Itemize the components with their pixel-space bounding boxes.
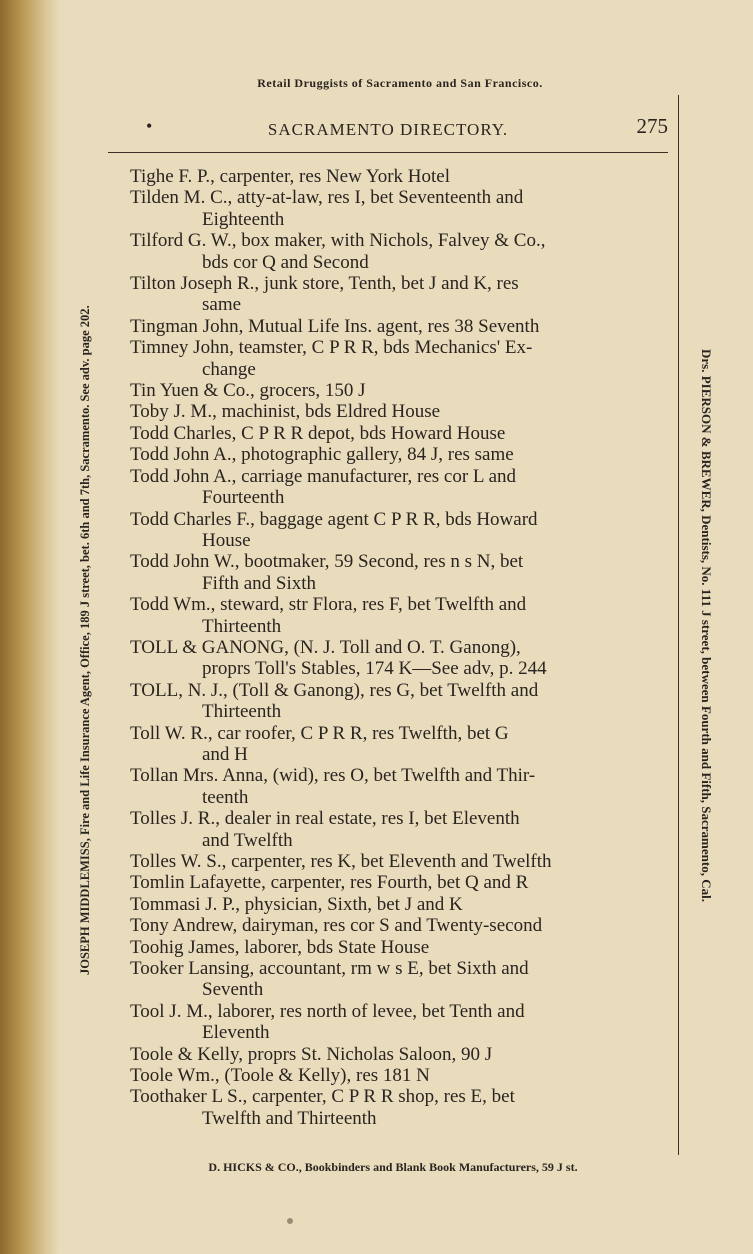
directory-entry	[130, 894, 660, 915]
top-advertisement-banner: Retail Druggists of Sacramento and San Francisco.	[257, 76, 543, 90]
entry-first-line: Toole & Kelly, proprs St. Nicholas Saloon, 90 J	[130, 1043, 493, 1065]
entry-continuation: proprs Toll's Stables, 174 K—See adv, p. 244	[202, 658, 547, 680]
directory-entry	[130, 872, 660, 893]
entry-first-line: Tilford G. W., box maker, with Nichols, Falvey & Co.,	[130, 230, 546, 252]
entry-first-line: Tommasi J. P., physician, Sixth, bet J and K	[130, 893, 463, 915]
entry-first-line: Todd John W., bootmaker, 59 Second, res n s N, bet	[130, 551, 524, 573]
directory-entry	[130, 808, 660, 851]
entry-continuation: bds cor Q and Second	[202, 251, 369, 273]
directory-entries	[130, 166, 660, 1129]
book-spine-shadow	[0, 0, 60, 1254]
directory-entry	[130, 1065, 660, 1086]
paper-smudge	[287, 1218, 293, 1224]
entry-first-line: Tingman John, Mutual Life Ins. agent, res 38 Seventh	[130, 315, 540, 337]
entry-first-line: Todd Charles, C P R R depot, bds Howard House	[130, 422, 506, 444]
directory-entry	[130, 187, 660, 230]
entry-first-line: TOLL, N. J., (Toll & Ganong), res G, bet Twelfth and	[130, 679, 539, 701]
entry-continuation: and H	[202, 743, 248, 765]
directory-entry	[130, 466, 660, 509]
directory-entry	[130, 915, 660, 936]
bottom-advertisement-banner: D. HICKS & CO., Bookbinders and Blank Book Manufacturers, 59 J st.	[208, 1160, 578, 1174]
directory-entry	[130, 1001, 660, 1044]
directory-entry	[130, 401, 660, 422]
entry-first-line: Tool J. M., laborer, res north of levee, bet Tenth and	[130, 1000, 525, 1022]
directory-entry	[130, 958, 660, 1001]
directory-entry	[130, 637, 660, 680]
entry-first-line: Tollan Mrs. Anna, (wid), res O, bet Twelfth and Thir-	[130, 765, 536, 787]
entry-first-line: Tolles W. S., carpenter, res K, bet Eleventh and Twelfth	[130, 851, 552, 872]
entry-first-line: Toll W. R., car roofer, C P R R, res Twelfth, bet G	[130, 722, 509, 744]
entry-continuation: Seventh	[202, 979, 264, 1001]
right-margin-advertisement: Drs. PIERSON & BREWER, Dentists, No. 111 J street, between Fourth and Fifth, Sacramento, Cal.	[699, 348, 714, 902]
entry-first-line: Toby J. M., machinist, bds Eldred House	[130, 401, 441, 423]
entry-first-line: Timney John, teamster, C P R R, bds Mechanics' Ex-	[130, 337, 533, 359]
entry-continuation: and Twelfth	[202, 829, 293, 851]
entry-first-line: Tilden M. C., atty-at-law, res I, bet Seventeenth and	[130, 187, 524, 209]
entry-first-line: Tilton Joseph R., junk store, Tenth, bet J and K, res	[130, 273, 519, 295]
directory-entry	[130, 337, 660, 380]
entry-continuation: House	[202, 529, 251, 551]
header-bullet: •	[146, 116, 153, 136]
directory-entry	[130, 1044, 660, 1065]
directory-entry	[130, 680, 660, 723]
directory-entry	[130, 230, 660, 273]
entry-first-line: Tolles J. R., dealer in real estate, res I, bet Eleventh	[130, 808, 520, 830]
entry-continuation: same	[202, 294, 242, 316]
page-header	[108, 112, 668, 153]
entry-first-line: Tomlin Lafayette, carpenter, res Fourth, bet Q and R	[130, 872, 529, 894]
directory-entry	[130, 444, 660, 465]
directory-entry	[130, 316, 660, 337]
directory-entry	[130, 723, 660, 766]
entry-first-line: Toothaker L S., carpenter, C P R R shop, res E, bet	[130, 1086, 515, 1108]
directory-entry	[130, 551, 660, 594]
entry-first-line: Tin Yuen & Co., grocers, 150 J	[130, 380, 366, 402]
entry-continuation: Eleventh	[202, 1022, 270, 1044]
entry-continuation: Eighteenth	[202, 208, 285, 230]
directory-entry	[130, 765, 660, 808]
directory-entry	[130, 509, 660, 552]
entry-first-line: Todd John A., carriage manufacturer, res cor L and	[130, 465, 517, 487]
entry-first-line: Toohig James, laborer, bds State House	[130, 936, 430, 958]
directory-entry	[130, 937, 660, 958]
entry-first-line: Todd John A., photographic gallery, 84 J, res same	[130, 444, 514, 466]
directory-entry	[130, 380, 660, 401]
entry-first-line: Tony Andrew, dairyman, res cor S and Twenty-second	[130, 915, 543, 937]
entry-continuation: Fourteenth	[202, 487, 285, 509]
entry-first-line: Todd Wm., steward, str Flora, res F, bet Twelfth and	[130, 594, 527, 616]
entry-continuation: teenth	[202, 786, 249, 808]
page-number: 275	[636, 114, 668, 138]
entry-first-line: TOLL & GANONG, (N. J. Toll and O. T. Ganong),	[130, 636, 521, 658]
directory-entry	[130, 273, 660, 316]
entry-continuation: change	[202, 358, 256, 380]
entry-first-line: Tighe F. P., carpenter, res New York Hotel	[130, 166, 450, 187]
directory-entry	[130, 594, 660, 637]
entry-first-line: Tooker Lansing, accountant, rm w s E, bet Sixth and	[130, 958, 529, 980]
entry-first-line: Todd Charles F., baggage agent C P R R, bds Howard	[130, 508, 538, 530]
directory-entry	[130, 423, 660, 444]
entry-first-line: Toole Wm., (Toole & Kelly), res 181 N	[130, 1065, 430, 1087]
entry-continuation: Thirteenth	[202, 701, 282, 723]
entry-continuation: Fifth and Sixth	[202, 572, 317, 594]
directory-entry	[130, 166, 660, 187]
entry-continuation: Thirteenth	[202, 615, 282, 637]
page-title: SACRAMENTO DIRECTORY.	[267, 120, 509, 139]
entry-continuation: Twelfth and Thirteenth	[202, 1107, 377, 1129]
directory-entry	[130, 1086, 660, 1129]
directory-entry	[130, 851, 660, 872]
left-margin-advertisement: JOSEPH MIDDLEMISS, Fire and Life Insurance Agent, Office, 189 J street, bet. 6th and 7th, Sacramento. See adv. page 202.	[78, 305, 92, 975]
